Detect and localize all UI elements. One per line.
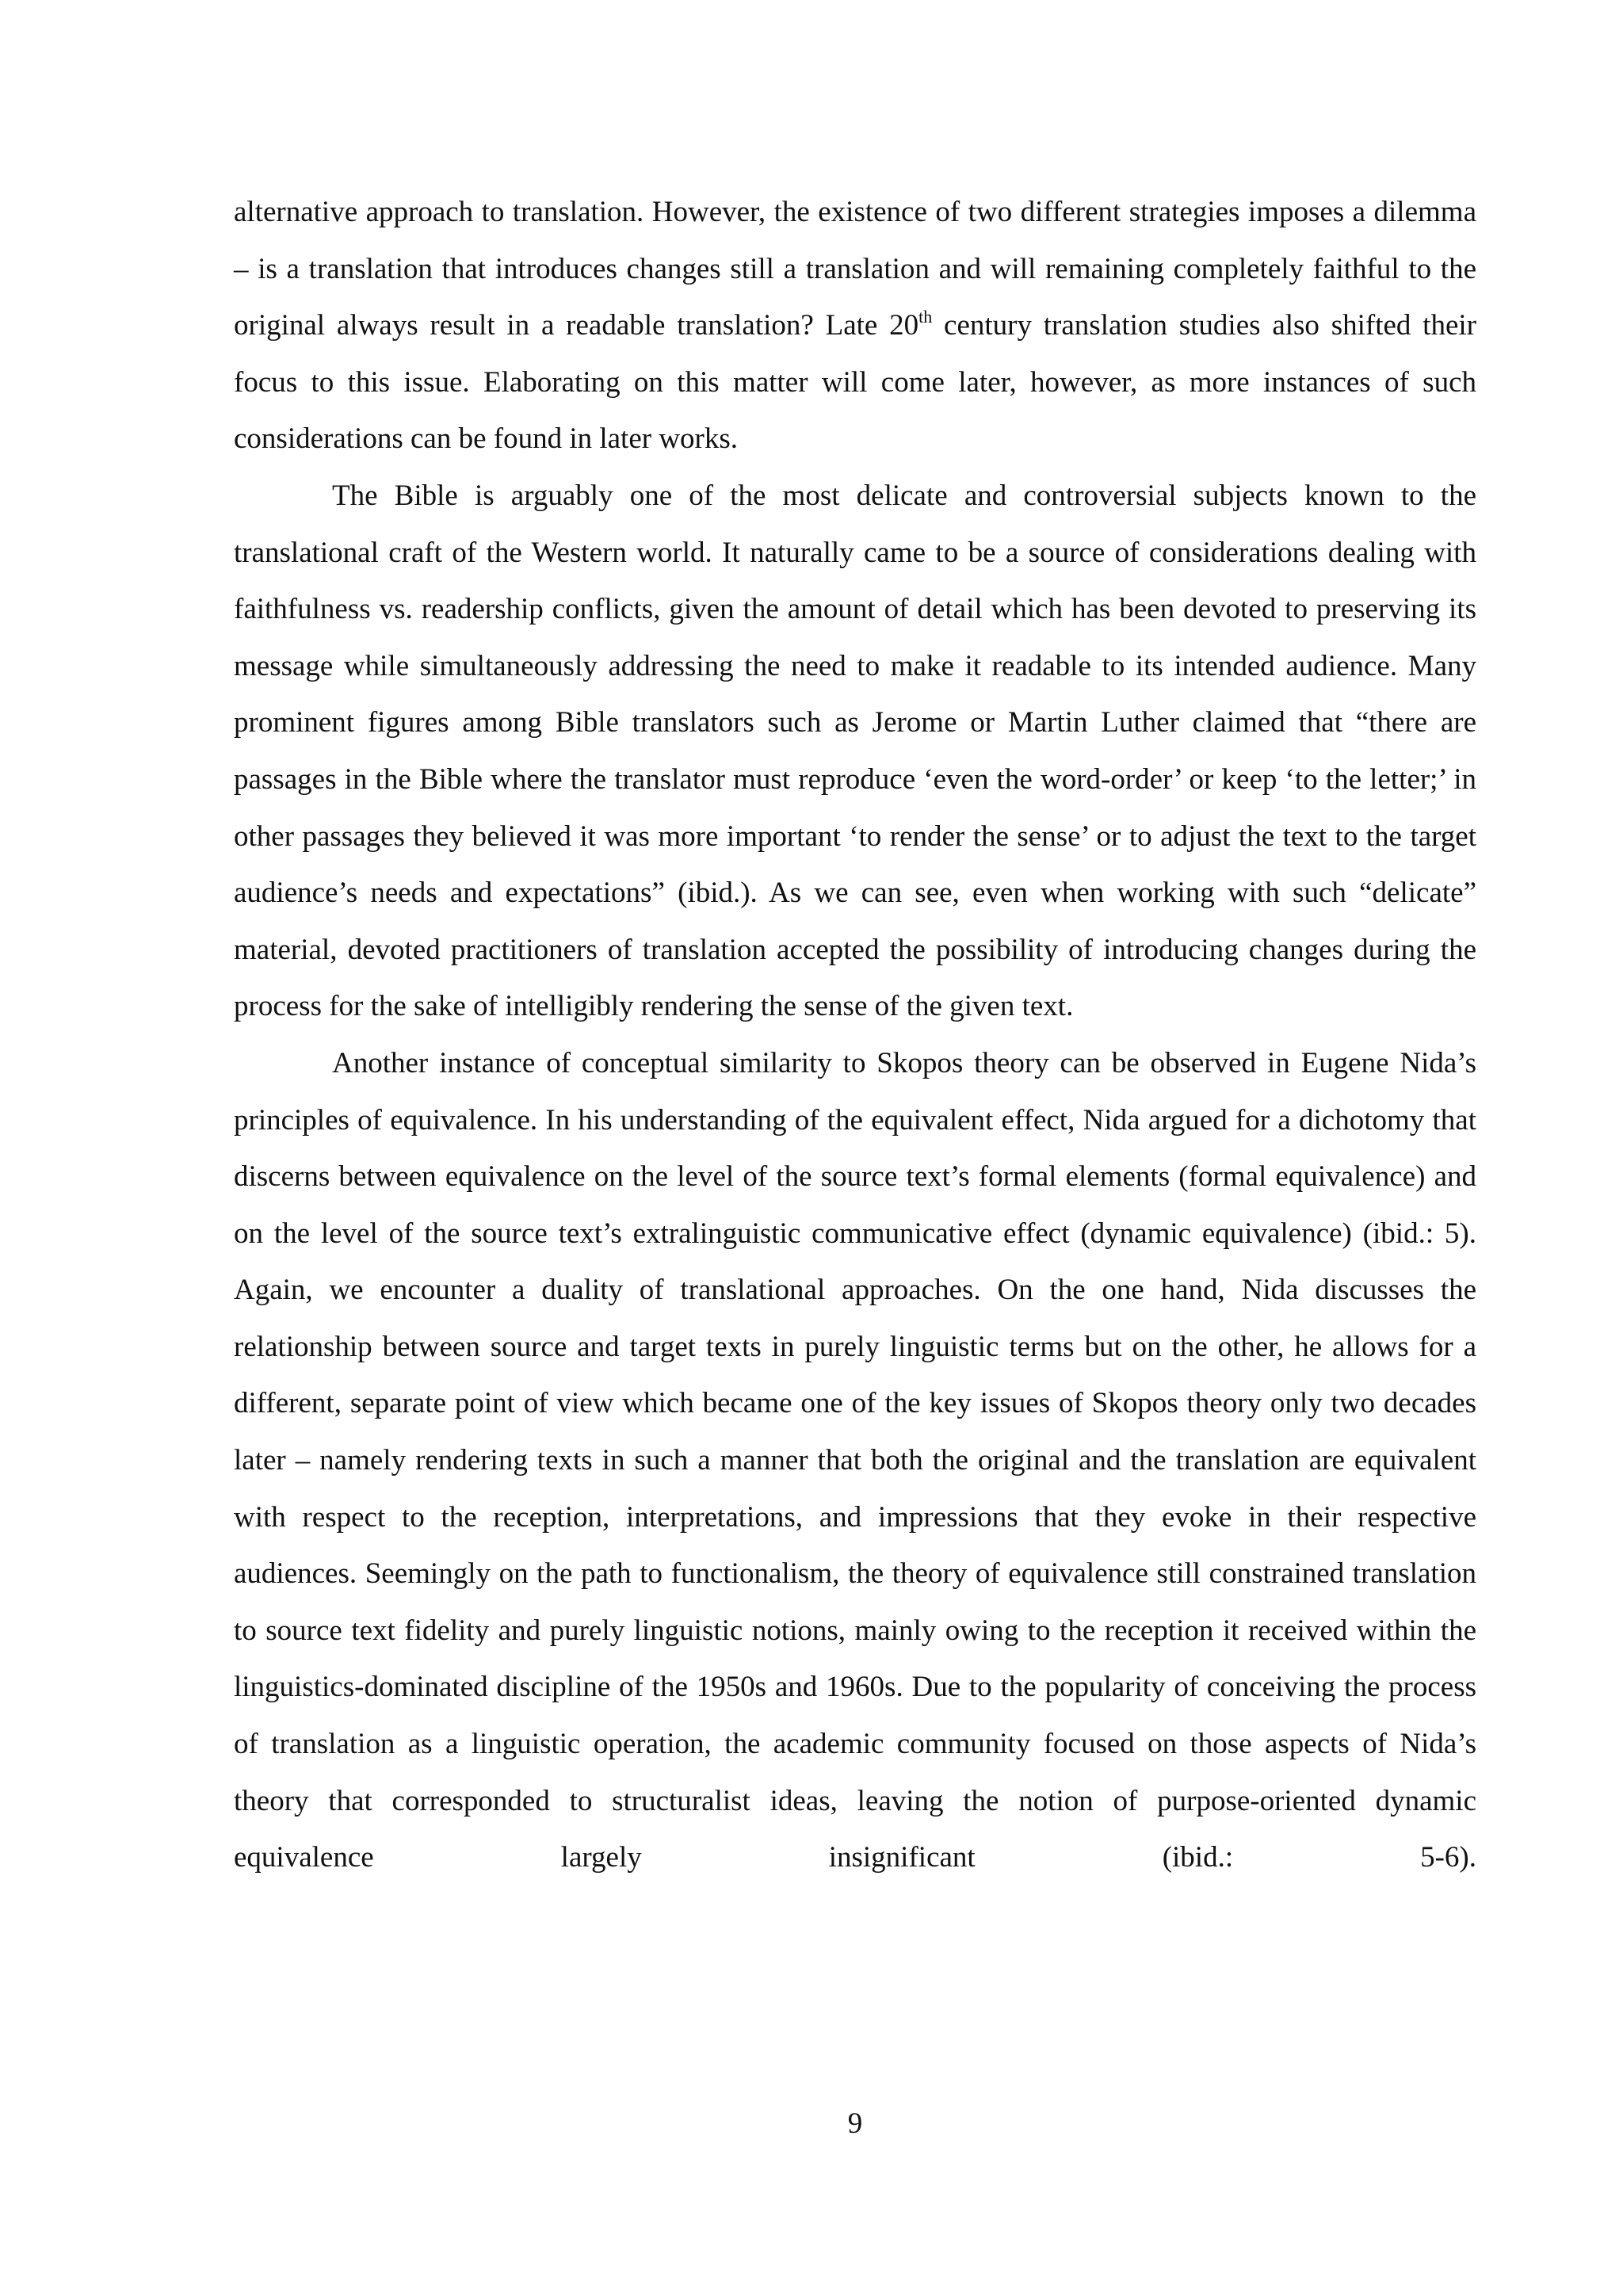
paragraph-2: The Bible is arguably one of the most delicate and controversial subjects known to the translational craft of the Western world. It naturally came to be a source of considerations dealing with faithfulness vs. readership conflicts, given the amount of detail which has been devoted to preserving its message while simultaneously addressing the need to make it readable to its intended audience. Many prominent figures among Bible translators such as Jerome or Martin Luther claimed that “there are passages in the Bible where the translator must reproduce ‘even the word-order’ or keep ‘to the letter;’ in other passages they believed it was more important ‘to render the sense’ or to adjust the text to the target audience’s needs and expectations” (ibid.). As we can see, even when working with such “delicate” material, devoted practitioners of translation accepted the possibility of introducing changes during the process for the sake of intelligibly rendering the sense of the given text. — [234, 479, 1476, 1023]
page-number: 9 — [847, 2107, 863, 2140]
paragraph-1-text-a: alternative approach to translation. However, the existence of two different strategies imposes a dilemma – is a translation that introduces changes still a translation and will remaining completely faithful to the original always result in a readable translation? Late 20 — [234, 196, 1476, 342]
paragraph-1-text-b: century translation studies also shifted their focus to this issue. Elaborating on this matter will come later, however, as more instances of such considerations can be found in later works. — [234, 309, 1476, 456]
superscript-th: th — [918, 306, 933, 327]
paragraph-1 — [234, 184, 1476, 468]
body-text — [234, 184, 1476, 1886]
paragraph-3: Another instance of conceptual similarity to Skopos theory can be observed in Eugene Nida’s principles of equivalence. In his understanding of the equivalent effect, Nida argued for a dichotomy that discerns between equivalence on the level of the source text’s formal elements (formal equivalence) and on the level of the source text’s extralinguistic communicative effect (dynamic equivalence) (ibid.: 5). Again, we encounter a duality of translational approaches. On the one hand, Nida discusses the relationship between source and target texts in purely linguistic terms but on the other, he allows for a different, separate point of view which became one of the key issues of Skopos theory only two decades later – namely rendering texts in such a manner that both the original and the translation are equivalent with respect to the reception, interpretations, and impressions that they evoke in their respective audiences. Seemingly on the path to functionalism, the theory of equivalence still constrained translation to source text fidelity and purely linguistic notions, mainly owing to the reception it received within the linguistics-dominated discipline of the 1950s and 1960s. Due to the popularity of conceiving the process of translation as a linguistic operation, the academic community focused on those aspects of Nida’s theory that corresponded to structuralist ideas, leaving the notion of purpose-oriented dynamic equivalence largely insignificant (ibid.: 5-6). — [234, 1046, 1476, 1874]
